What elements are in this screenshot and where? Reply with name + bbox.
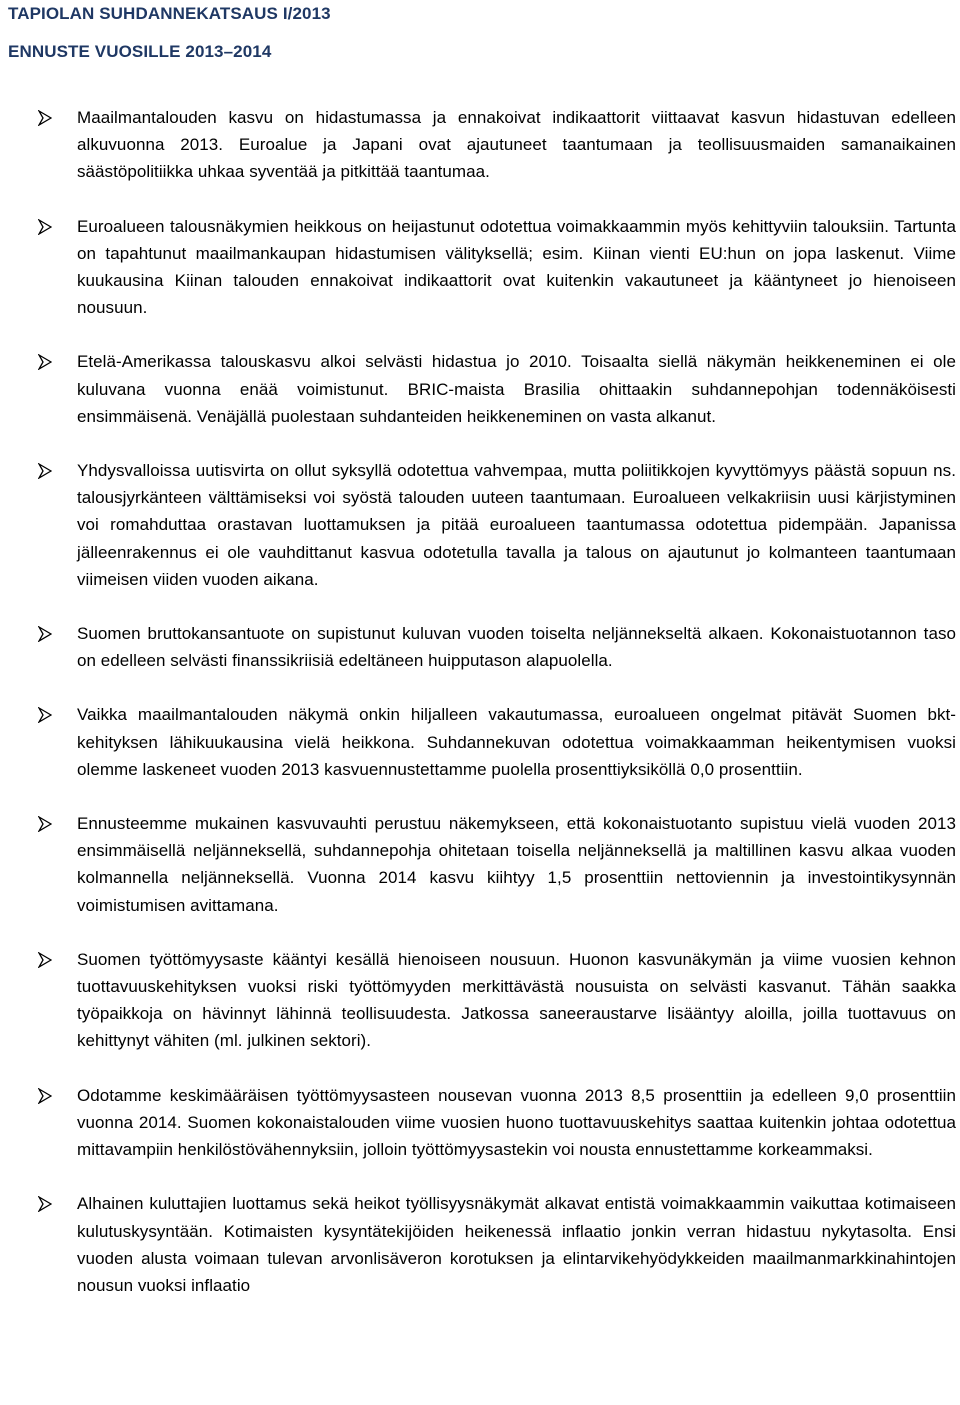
- bullet-item: [38, 457, 956, 593]
- bullet-text: Yhdysvalloissa uutisvirta on ollut syksyllä odotettua vahvempaa, mutta poliitikkojen kyvyttömyys päästä sopuun ns. talousjyrkänteen välttämiseksi voi syöstä talouden uuteen taantumaan. Euroalueen velkakriisin uusi kärjistyminen voi romahduttaa orastavan luottamuksen ja pitää euroalueen taantumassa odotettua pidempään. Japanissa jälleenrakennus ei ole vauhdittanut kasvua odotetulla tavalla ja talous on ajautunut jo kolmanteen taantumaan viimeisen viiden vuoden aikana.: [77, 461, 956, 589]
- arrowhead-bullet-icon: [38, 463, 52, 479]
- bullet-text: Vaikka maailmantalouden näkymä onkin hiljalleen vakautumassa, euroalueen ongelmat pitävät Suomen bkt-kehityksen lähikuukausina vielä heikkona. Suhdannekuvan odotettua voimakkaamman heikentymisen vuoksi olemme laskeneet vuoden 2013 kasvuennustettamme puolella prosenttiyksiköllä 0,0 prosenttiin.: [77, 705, 956, 779]
- document-subtitle: ENNUSTE VUOSILLE 2013–2014: [8, 42, 272, 61]
- bullet-item: [38, 348, 956, 430]
- bullet-item: [38, 104, 956, 186]
- document-header: [8, 0, 948, 65]
- bullet-text: Suomen bruttokansantuote on supistunut kuluvan vuoden toiselta neljännekseltä alkaen. Kokonaistuotannon taso on edelleen selvästi finanssikriisiä edeltäneen huipputason alapuolella.: [77, 624, 956, 671]
- bullet-item: [38, 701, 956, 783]
- arrowhead-bullet-icon: [38, 219, 52, 235]
- arrowhead-bullet-icon: [38, 1196, 52, 1212]
- bullet-text: Euroalueen talousnäkymien heikkous on heijastunut odotettua voimakkaammin myös kehittyviin talouksiin. Tartunta on tapahtunut maailmankaupan hidastumisen välityksellä; esim. Kiinan vienti EU:hun on jopa laskenut. Viime kuukausina Kiinan talouden ennakoivat indikaattorit ovat kuitenkin vakautuneet ja kääntyneet jo hienoiseen nousuun.: [77, 216, 956, 318]
- bullet-text: Alhainen kuluttajien luottamus sekä heikot työllisyysnäkymät alkavat entistä voimakkaammin vaikuttaa kotimaiseen kulutuskysyntään. Kotimaisten kysyntätekijöiden heikenessä inflaatio jonkin verran hidastuu nykytasolta. Ensi vuoden alusta voimaan tulevan arvonlisäveron korotuksen ja elintarvikehyödykkeiden maailmanmarkkinahintojen nousun vuoksi inflaatio: [77, 1194, 956, 1295]
- arrowhead-bullet-icon: [38, 816, 52, 832]
- arrowhead-bullet-icon: [38, 1088, 52, 1104]
- arrowhead-bullet-icon: [38, 952, 52, 968]
- bullet-item: [38, 620, 956, 674]
- arrowhead-bullet-icon: [38, 626, 52, 642]
- arrowhead-bullet-icon: [38, 354, 52, 370]
- arrowhead-bullet-icon: [38, 110, 52, 126]
- arrowhead-bullet-icon: [38, 707, 52, 723]
- bullet-text: Etelä-Amerikassa talouskasvu alkoi selvästi hidastua jo 2010. Toisaalta siellä näkymän heikkeneminen ei ole kuluvana vuonna enää voimistunut. BRIC-maista Brasilia ohittaakin suhdannepohjan todennäköisesti ensimmäisenä. Venäjällä puolestaan suhdanteiden heikkeneminen on vasta alkanut.: [77, 352, 956, 426]
- bullet-item: [38, 810, 956, 919]
- bullet-item: [38, 1190, 956, 1299]
- bullet-item: [38, 946, 956, 1055]
- bullet-item: [38, 1082, 956, 1164]
- bullet-text: Ennusteemme mukainen kasvuvauhti perustuu näkemykseen, että kokonaistuotanto supistuu vielä vuoden 2013 ensimmäisellä neljänneksellä, suhdannepohja ohitetaan toisella neljänneksellä ja maltillinen kasvu alkaa vuoden kolmannella neljänneksellä. Vuonna 2014 kasvu kiihtyy 1,5 prosenttiin nettoviennin ja investointikysynnän voimistumisen avittamana.: [77, 814, 956, 915]
- document-title: TAPIOLAN SUHDANNEKATSAUS I/2013: [8, 4, 331, 23]
- bullet-list: [38, 104, 956, 1326]
- bullet-text: Odotamme keskimääräisen työttömyysasteen nousevan vuonna 2013 8,5 prosenttiin ja edelleen 9,0 prosenttiin vuonna 2014. Suomen kokonaistalouden viime vuosien huono tuottavuuskehitys saattaa kuitenkin johtaa odotettua mittavampiin henkilöstövähennyksiin, jolloin työttömyysastekin voi nousta ennustettamme korkeammaksi.: [77, 1085, 956, 1160]
- bullet-text: Maailmantalouden kasvu on hidastumassa ja ennakoivat indikaattorit viittaavat kasvun hidastuvan edelleen alkuvuonna 2013. Euroalue ja Japani ovat ajautuneet taantumaan ja teollisuusmaiden samanaikainen säästöpolitiikka uhkaa syventää ja pitkittää taantumaa.: [77, 108, 956, 182]
- bullet-text: Suomen työttömyysaste kääntyi kesällä hienoiseen nousuun. Huonon kasvunäkymän ja viime vuosien kehnon tuottavuuskehityksen vuoksi riski työttömyyden merkittävästä nousuista on selvästi kasvanut. Tähän saakka työpaikkoja on hävinnyt lähinnä teollisuudesta. Jatkossa saneeraustarve lisääntyy aloilla, joilla tuottavuus on kehittynyt vähiten (ml. julkinen sektori).: [77, 949, 956, 1051]
- bullet-item: [38, 213, 956, 322]
